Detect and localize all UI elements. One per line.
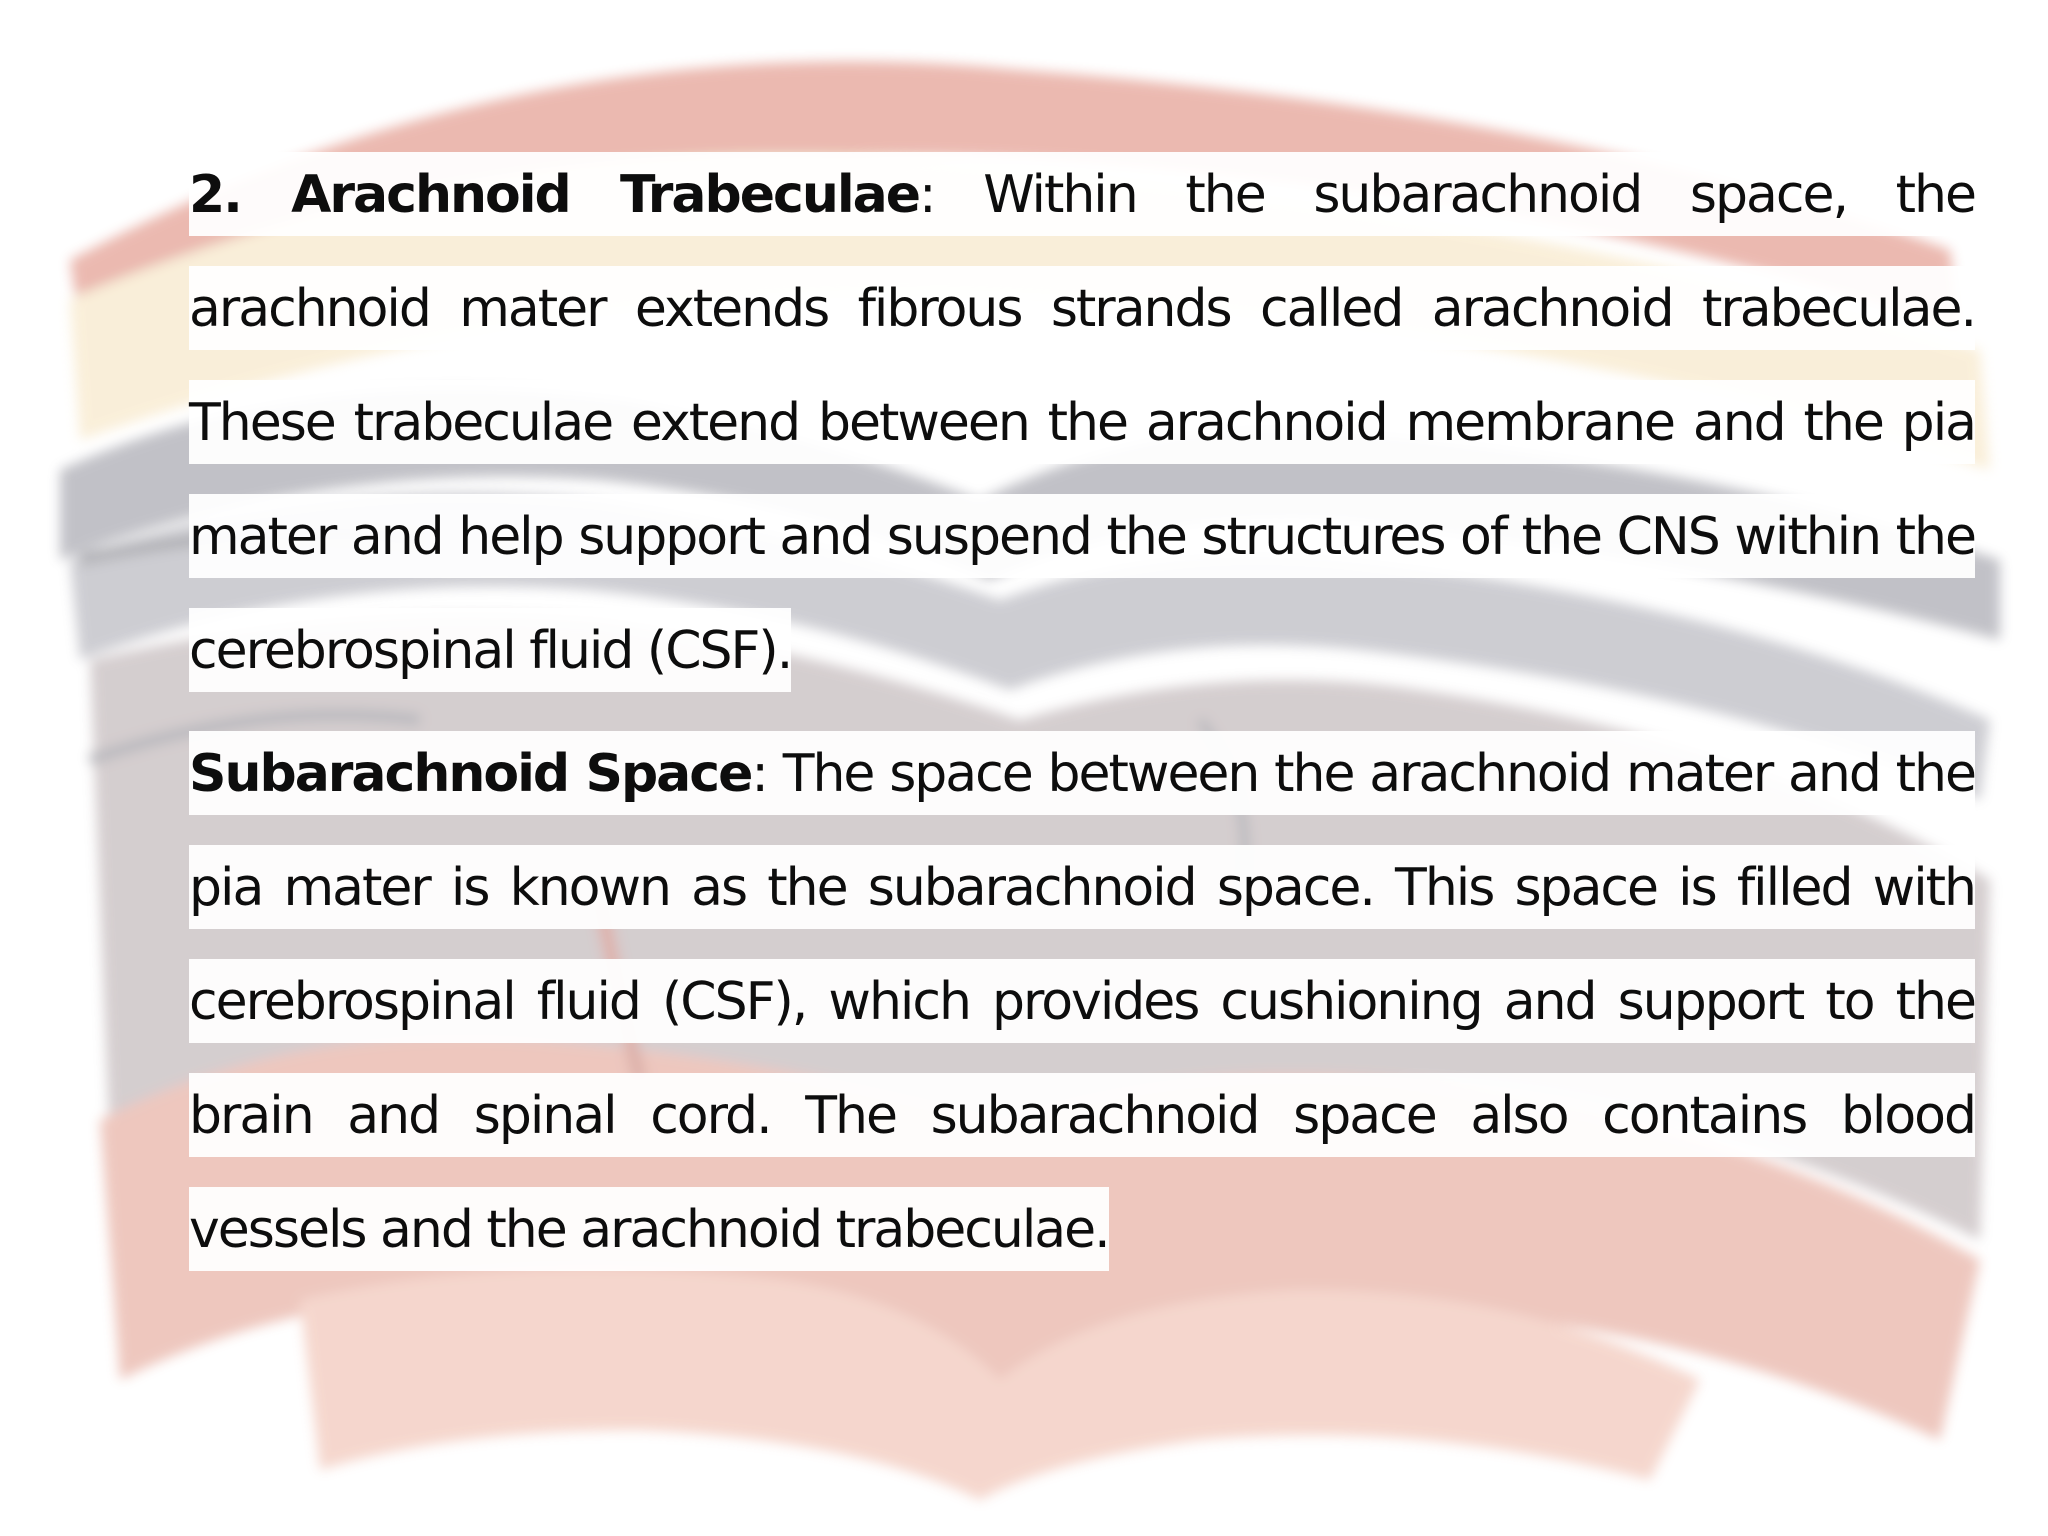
- paragraph-text: Within the subarachnoid space, the arachnoid mater extends fibrous strands called arachnoid trabeculae. These trabeculae extend between the arachnoid membrane and the pia mater and help support and suspend the structures of the CNS within the cerebrospinal fluid (CSF).: [189, 165, 1976, 681]
- term-separator: :: [751, 744, 767, 804]
- paragraph-subarachnoid-space: [189, 717, 1975, 1287]
- paragraph-arachnoid-trabeculae: [189, 138, 1975, 708]
- body-text: [189, 138, 1975, 1287]
- term-subarachnoid-space: Subarachnoid Space: [189, 744, 752, 804]
- term-arachnoid-trabeculae: 2. Arachnoid Trabeculae: [189, 165, 920, 225]
- paragraph-text: The space between the arachnoid mater and the pia mater is known as the subarachnoid space. This space is filled with cerebrospinal fluid (CSF), which provides cushioning and support to the brain and spinal cord. The subarachnoid space also contains blood vessels and the arachnoid trabeculae.: [189, 744, 1975, 1260]
- term-separator: :: [919, 165, 935, 225]
